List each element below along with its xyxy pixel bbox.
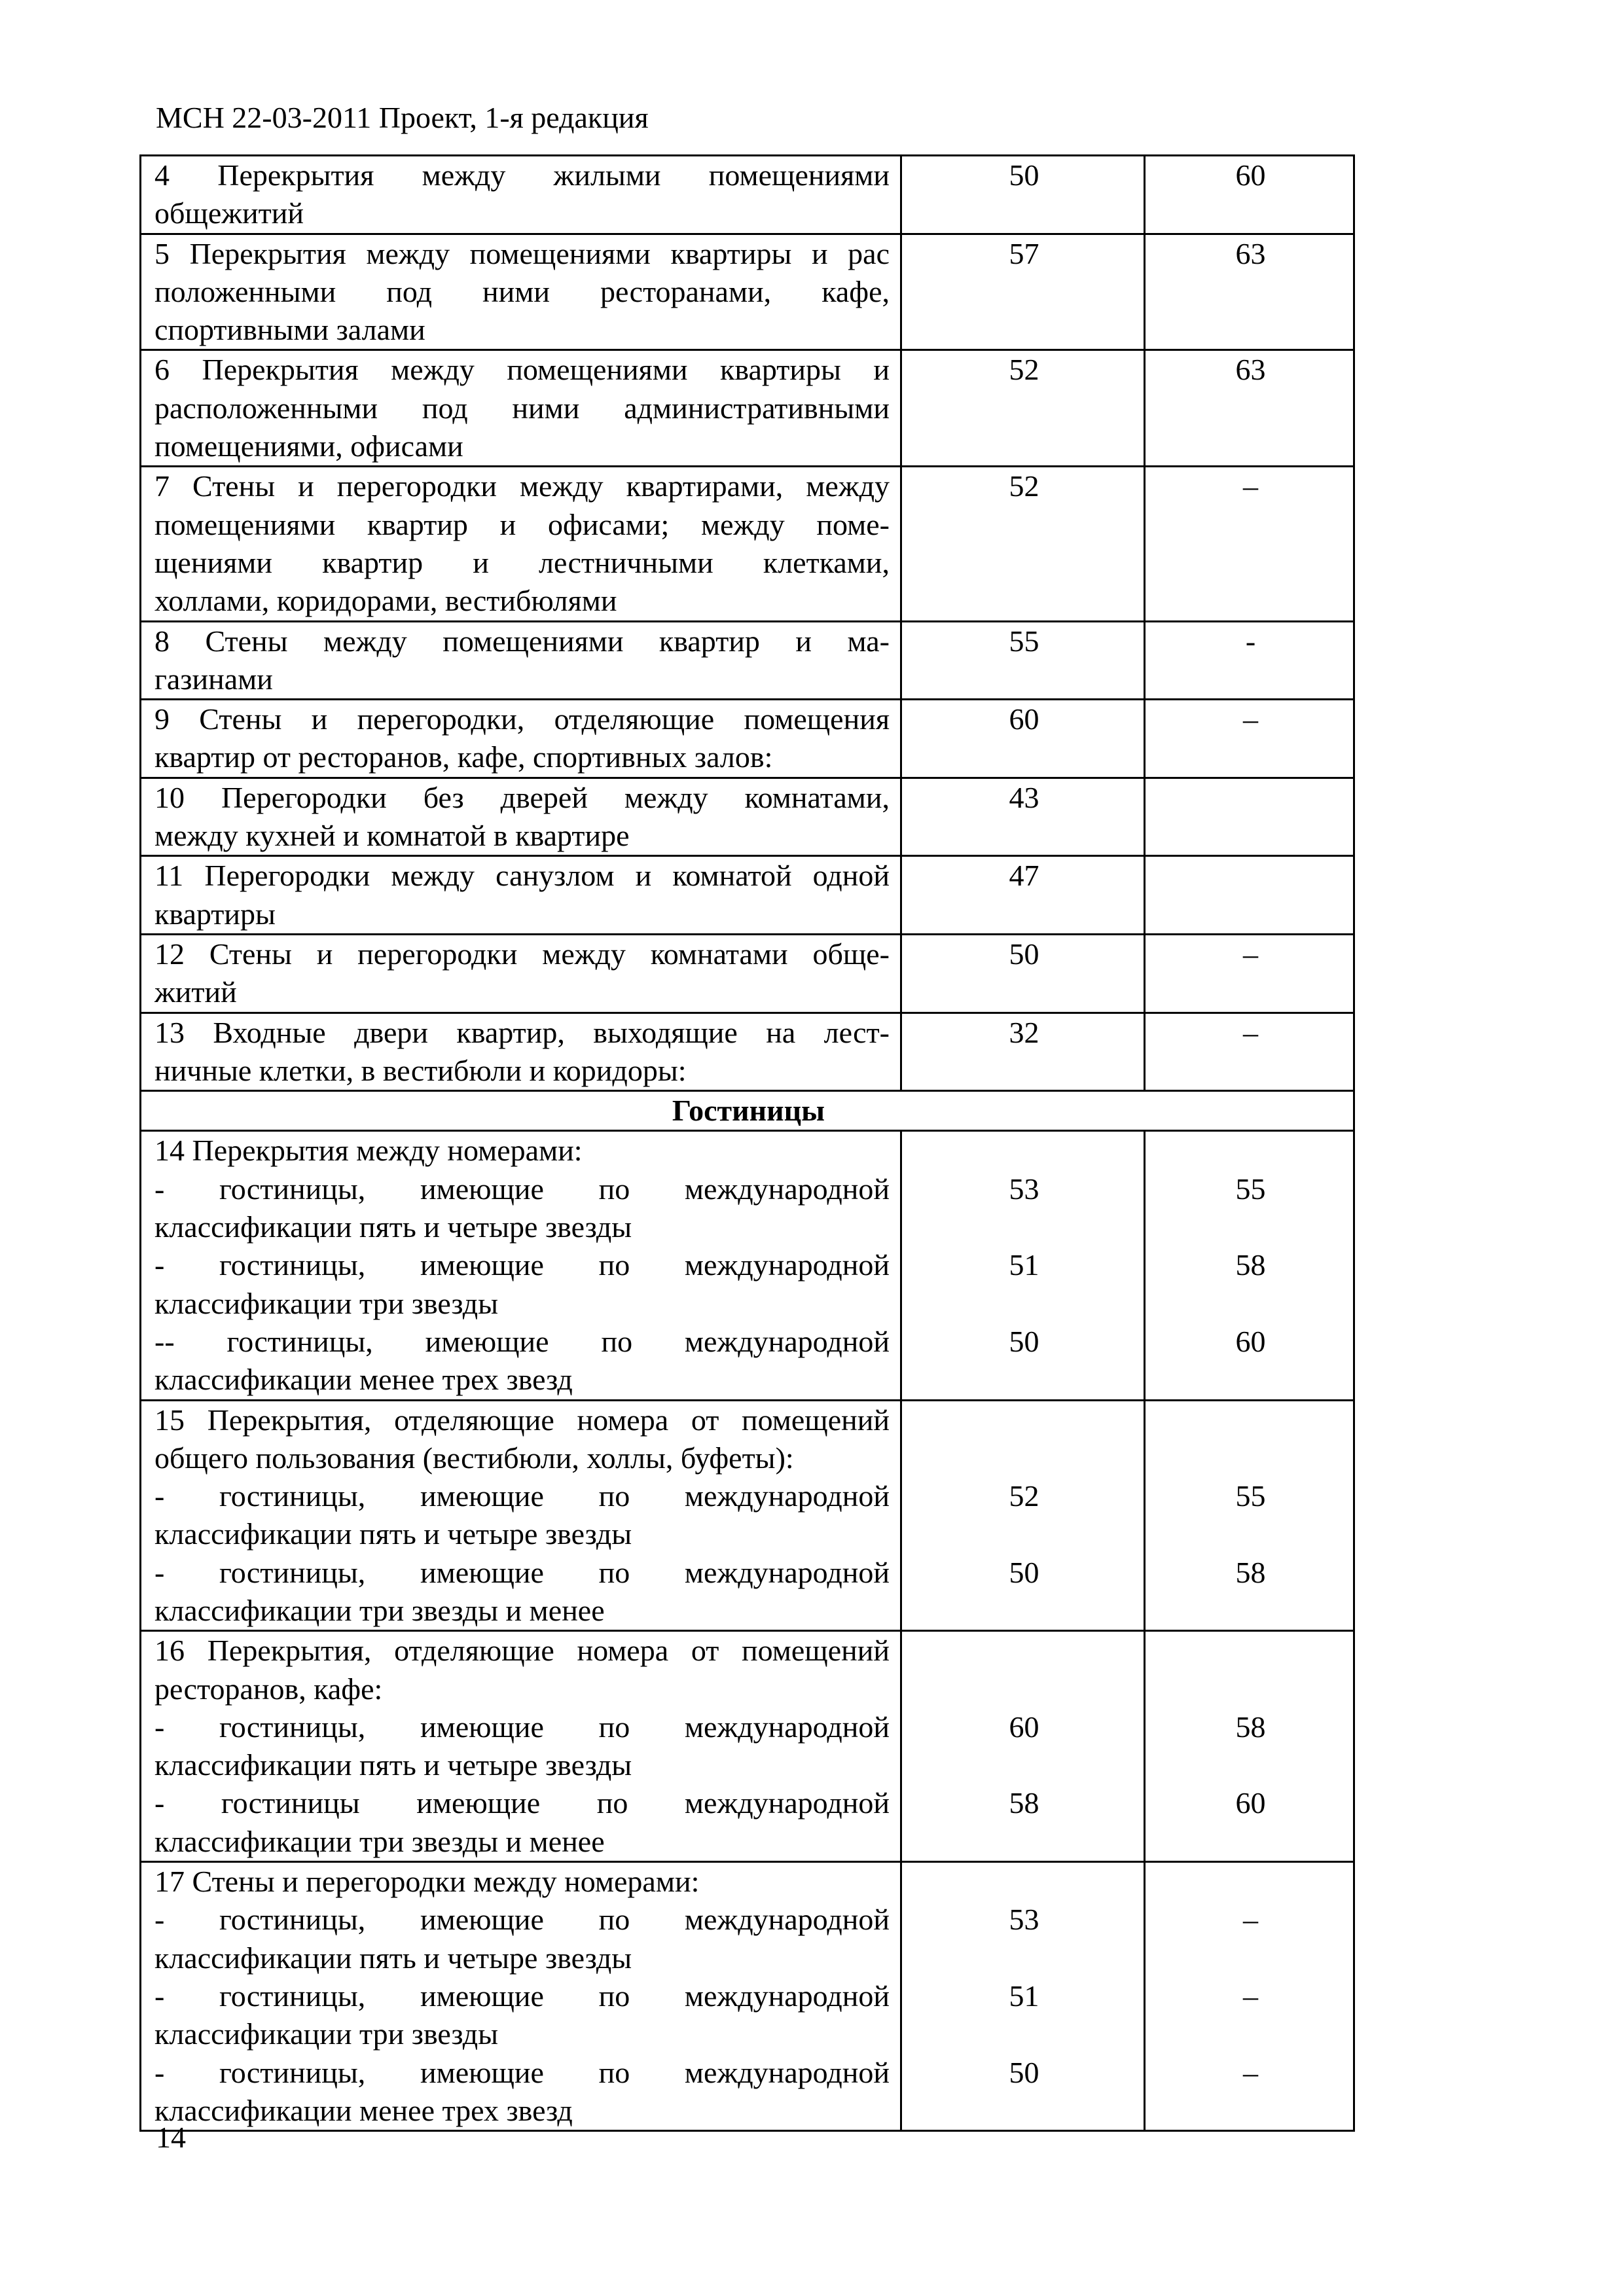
value-column-2 (1145, 1400, 1354, 1631)
description-line: ничные клетки, в вестибюли и коридоры: (154, 1053, 687, 1087)
value-column-1 (901, 1862, 1145, 2131)
section-title: Гостиницы (141, 1091, 1354, 1131)
description-line: -- гостиницы, имеющие по международной (154, 1324, 890, 1358)
description-line: 13 Входные двери квартир, выходящие на лест- (154, 1015, 890, 1049)
value-column-2: – (1145, 467, 1354, 621)
description-line: 4 Перекрытия между жилыми помещениями (154, 158, 890, 192)
description-line: 14 Перекрытия между номерами: (154, 1134, 583, 1168)
description-line: квартир от ресторанов, кафе, спортивных залов: (154, 740, 773, 774)
value-column-1: 57 (901, 234, 1145, 350)
description-line: положенными под ними ресторанами, кафе, (154, 274, 890, 308)
description-line: - гостиницы, имеющие по международной (154, 1903, 890, 1937)
table-row (141, 156, 1354, 234)
description-line: 11 Перегородки между санузлом и комнатой одной (154, 859, 890, 893)
row-description (141, 856, 901, 935)
value-column-2: 63 (1145, 350, 1354, 467)
value-column-1: 47 (901, 856, 1145, 935)
value-cell: 58 (1235, 1248, 1266, 1282)
description-line: квартиры (154, 897, 276, 931)
value-cell: 55 (1235, 1479, 1266, 1513)
value-column-2: – (1145, 934, 1354, 1013)
description-line: щениями квартир и лестничными клетками, (154, 545, 890, 579)
value-column-1: 43 (901, 778, 1145, 856)
spacer (1159, 1670, 1343, 1708)
description-line: расположенными под ними административными (154, 391, 890, 425)
value-column-2 (1145, 1131, 1354, 1400)
value-column-2 (1145, 856, 1354, 935)
description-line: классификации пять и четыре звезды (154, 1748, 632, 1782)
row-description (141, 234, 901, 350)
spacer (1159, 1401, 1343, 1439)
value-cell: 51 (1009, 1979, 1039, 2013)
description-line: 9 Стены и перегородки, отделяющие помещения (154, 702, 890, 736)
value-cell: – (1243, 1979, 1258, 2013)
row-description (141, 621, 901, 700)
description-line: помещениями, офисами (154, 429, 463, 463)
row-description (141, 1862, 901, 2131)
table-row (141, 1862, 1354, 2131)
description-line: классификации менее трех звезд (154, 1363, 573, 1397)
value-cell: 50 (1009, 2055, 1039, 2089)
value-cell: – (1243, 2055, 1258, 2089)
description-line: - гостиницы, имеющие по международной (154, 1979, 890, 2013)
value-column-1: 52 (901, 467, 1145, 621)
value-cell: 58 (1235, 1555, 1266, 1589)
description-line: общежитий (154, 196, 304, 230)
sound-insulation-table (139, 154, 1355, 2132)
spacer (915, 1632, 1133, 1670)
value-cell: 53 (1009, 1172, 1039, 1206)
value-cell: 58 (1235, 1710, 1266, 1744)
value-column-1: 32 (901, 1013, 1145, 1091)
spacer (915, 1439, 1133, 1477)
spacer (1159, 1132, 1343, 1170)
table-row (141, 1131, 1354, 1400)
table-row (141, 778, 1354, 856)
table-row (141, 1400, 1354, 1631)
value-cell: 52 (1009, 1479, 1039, 1513)
spacer (915, 1132, 1133, 1170)
value-column-2 (1145, 1862, 1354, 2131)
description-line: общего пользования (вестибюли, холлы, буфеты): (154, 1441, 794, 1475)
spacer (1159, 1439, 1343, 1477)
value-column-2: – (1145, 700, 1354, 778)
description-line: 7 Стены и перегородки между квартирами, между (154, 469, 890, 503)
value-column-2 (1145, 778, 1354, 856)
value-cell: 51 (1009, 1248, 1039, 1282)
spacer (1159, 1632, 1343, 1670)
description-line: 16 Перекрытия, отделяющие номера от помещений (154, 1634, 890, 1668)
spacer (1159, 1863, 1343, 1901)
row-description (141, 778, 901, 856)
row-description (141, 700, 901, 778)
value-cell: 60 (1009, 1710, 1039, 1744)
description-line: классификации три звезды и менее (154, 1824, 605, 1858)
spacer (915, 1670, 1133, 1708)
description-line: помещениями квартир и офисами; между поме- (154, 507, 890, 541)
description-line: классификации пять и четыре звезды (154, 1941, 632, 1975)
description-line: - гостиницы, имеющие по международной (154, 2055, 890, 2089)
description-line: житий (154, 975, 237, 1009)
table-row (141, 234, 1354, 350)
value-column-1: 50 (901, 934, 1145, 1013)
table-body (141, 156, 1354, 2131)
value-column-1: 52 (901, 350, 1145, 467)
row-description (141, 1400, 901, 1631)
value-cell: 60 (1235, 1324, 1266, 1358)
value-cell: 50 (1009, 1555, 1039, 1589)
value-column-1 (901, 1400, 1145, 1631)
value-column-1: 60 (901, 700, 1145, 778)
value-cell: 58 (1009, 1786, 1039, 1820)
value-cell: – (1243, 1903, 1258, 1937)
value-cell: 50 (1009, 1324, 1039, 1358)
row-description (141, 934, 901, 1013)
table-row (141, 934, 1354, 1013)
description-line: 8 Стены между помещениями квартир и ма- (154, 624, 890, 658)
description-line: - гостиницы, имеющие по международной (154, 1479, 890, 1513)
description-line: классификации менее трех звезд (154, 2093, 573, 2127)
table-row (141, 1631, 1354, 1862)
description-line: спортивными залами (154, 313, 425, 347)
value-column-2: 60 (1145, 156, 1354, 234)
value-cell: 55 (1235, 1172, 1266, 1206)
description-line: классификации пять и четыре звезды (154, 1517, 632, 1551)
description-line: 15 Перекрытия, отделяющие номера от помещений (154, 1403, 890, 1437)
description-line: холлами, коридорами, вестибюлями (154, 584, 617, 618)
table-row (141, 1013, 1354, 1091)
description-line: 17 Стены и перегородки между номерами: (154, 1865, 700, 1899)
description-line: - гостиницы, имеющие по международной (154, 1710, 890, 1744)
table-row (141, 350, 1354, 467)
value-column-2: 63 (1145, 234, 1354, 350)
row-description (141, 1013, 901, 1091)
spacer (915, 1401, 1133, 1439)
table-row (141, 467, 1354, 621)
description-line: между кухней и комнатой в квартире (154, 819, 630, 853)
table-row (141, 621, 1354, 700)
description-line: классификации три звезды (154, 2017, 499, 2051)
description-line: - гостиницы, имеющие по международной (154, 1555, 890, 1589)
value-column-2 (1145, 1631, 1354, 1862)
value-column-2: - (1145, 621, 1354, 700)
description-line: - гостиницы, имеющие по международной (154, 1248, 890, 1282)
document-header: МСН 22-03-2011 Проект, 1-я редакция (156, 101, 649, 134)
table-row (141, 700, 1354, 778)
value-cell: 60 (1235, 1786, 1266, 1820)
value-column-1: 55 (901, 621, 1145, 700)
row-description (141, 1631, 901, 1862)
value-column-1 (901, 1631, 1145, 1862)
row-description (141, 1131, 901, 1400)
description-line: - гостиницы имеющие по международной (154, 1786, 890, 1820)
description-line: классификации пять и четыре звезды (154, 1210, 632, 1244)
description-line: ресторанов, кафе: (154, 1672, 383, 1706)
value-column-1: 50 (901, 156, 1145, 234)
description-line: 5 Перекрытия между помещениями квартиры и рас (154, 236, 890, 270)
section-row (141, 1091, 1354, 1131)
row-description (141, 156, 901, 234)
description-line: газинами (154, 662, 273, 696)
description-line: 12 Стены и перегородки между комнатами обще- (154, 937, 890, 971)
description-line: 6 Перекрытия между помещениями квартиры и (154, 353, 890, 387)
value-cell: 53 (1009, 1903, 1039, 1937)
description-line: классификации три звезды и менее (154, 1593, 605, 1627)
row-description (141, 350, 901, 467)
value-column-1 (901, 1131, 1145, 1400)
spacer (915, 1863, 1133, 1901)
description-line: классификации три звезды (154, 1286, 499, 1320)
table-row (141, 856, 1354, 935)
value-column-2: – (1145, 1013, 1354, 1091)
description-line: 10 Перегородки без дверей между комнатами, (154, 780, 890, 814)
row-description (141, 467, 901, 621)
page-number: 14 (156, 2121, 186, 2154)
description-line: - гостиницы, имеющие по международной (154, 1172, 890, 1206)
